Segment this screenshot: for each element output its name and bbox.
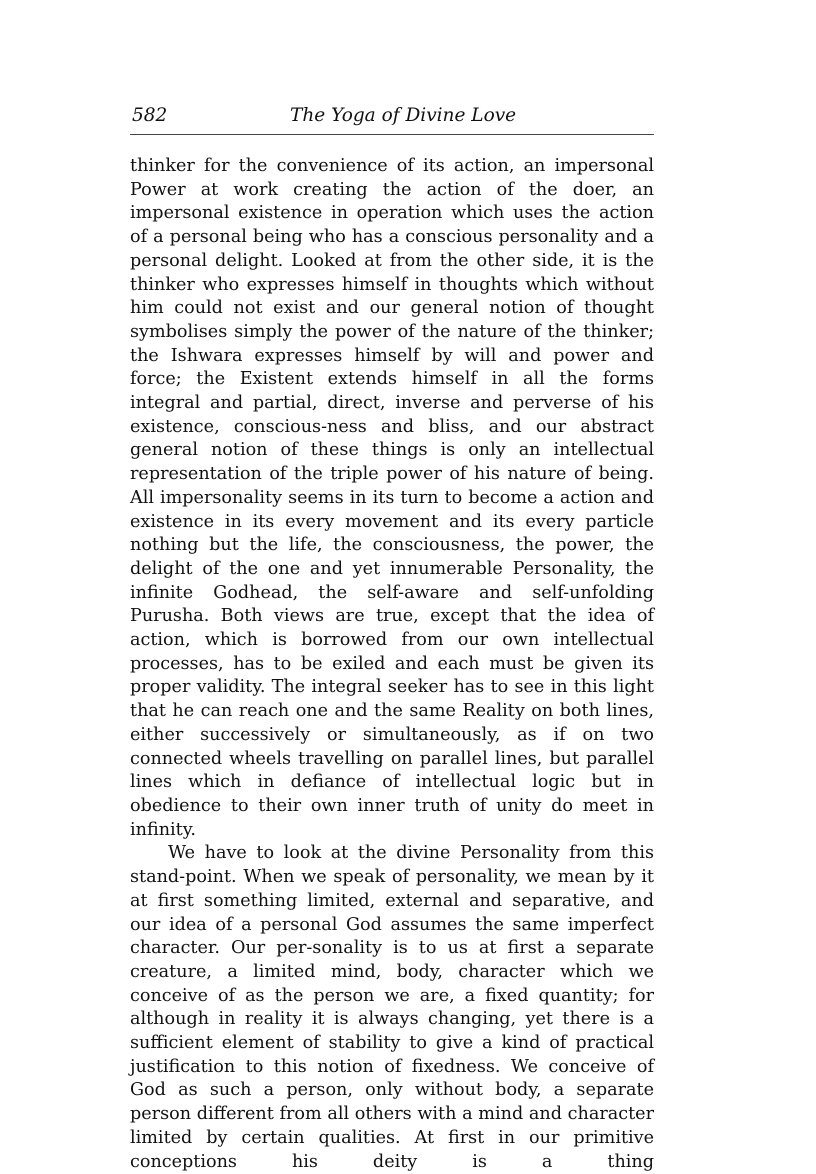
page-number: 582 [132,105,168,126]
paragraph: We have to look at the divine Personality from this stand-point. When we speak of personality, we mean by it at first something limited, external and separative, and our idea of a personal God assumes the same imperfect character. Our per-sonality is to us at first a separate creature, a limited mind, body, character which we conceive of as the person we are, a fixed quantity; for although in reality it is always changing, yet there is a sufficient element of stability to give a kind of practical justification to this notion of fixedness. We conceive of God as such a person, only without body, a separate person different from all others with a mind and character limited by certain qualities. At first in our primitive conceptions his deity is a thing [130,843,654,1172]
body-text [130,155,654,1174]
paragraph: thinker for the convenience of its action, an impersonal Power at work creating the action of the doer, an impersonal existence in operation which uses the action of a personal being who has a conscious personality and a personal delight. Looked at from the other side, it is the thinker who expresses himself in thoughts which without him could not exist and our general notion of thought symbolises simply the power of the nature of the thinker; the Ishwara expresses himself by will and power and force; the Existent extends himself in all the forms integral and partial, direct, inverse and perverse of his existence, conscious-ness and bliss, and our abstract general notion of these things is only an intellectual representation of the triple power of his nature of being. All impersonality seems in its turn to become a action and existence in its every movement and its every particle nothing but the life, the consciousness, the power, the delight of the one and yet innumerable Personality, the infinite Godhead, the self-aware and self-unfolding Purusha. Both views are true, except that the idea of action, which is borrowed from our own intellectual processes, has to be exiled and each must be given its proper validity. The integral seeker has to see in this light that he can reach one and the same Reality on both lines, either successively or simultaneously, as if on two connected wheels travelling on parallel lines, but parallel lines which in defiance of intellectual logic but in obedience to their own inner truth of unity do meet in infinity. [130,156,654,840]
page-header [130,104,654,135]
running-title: The Yoga of Divine Love [290,105,517,126]
